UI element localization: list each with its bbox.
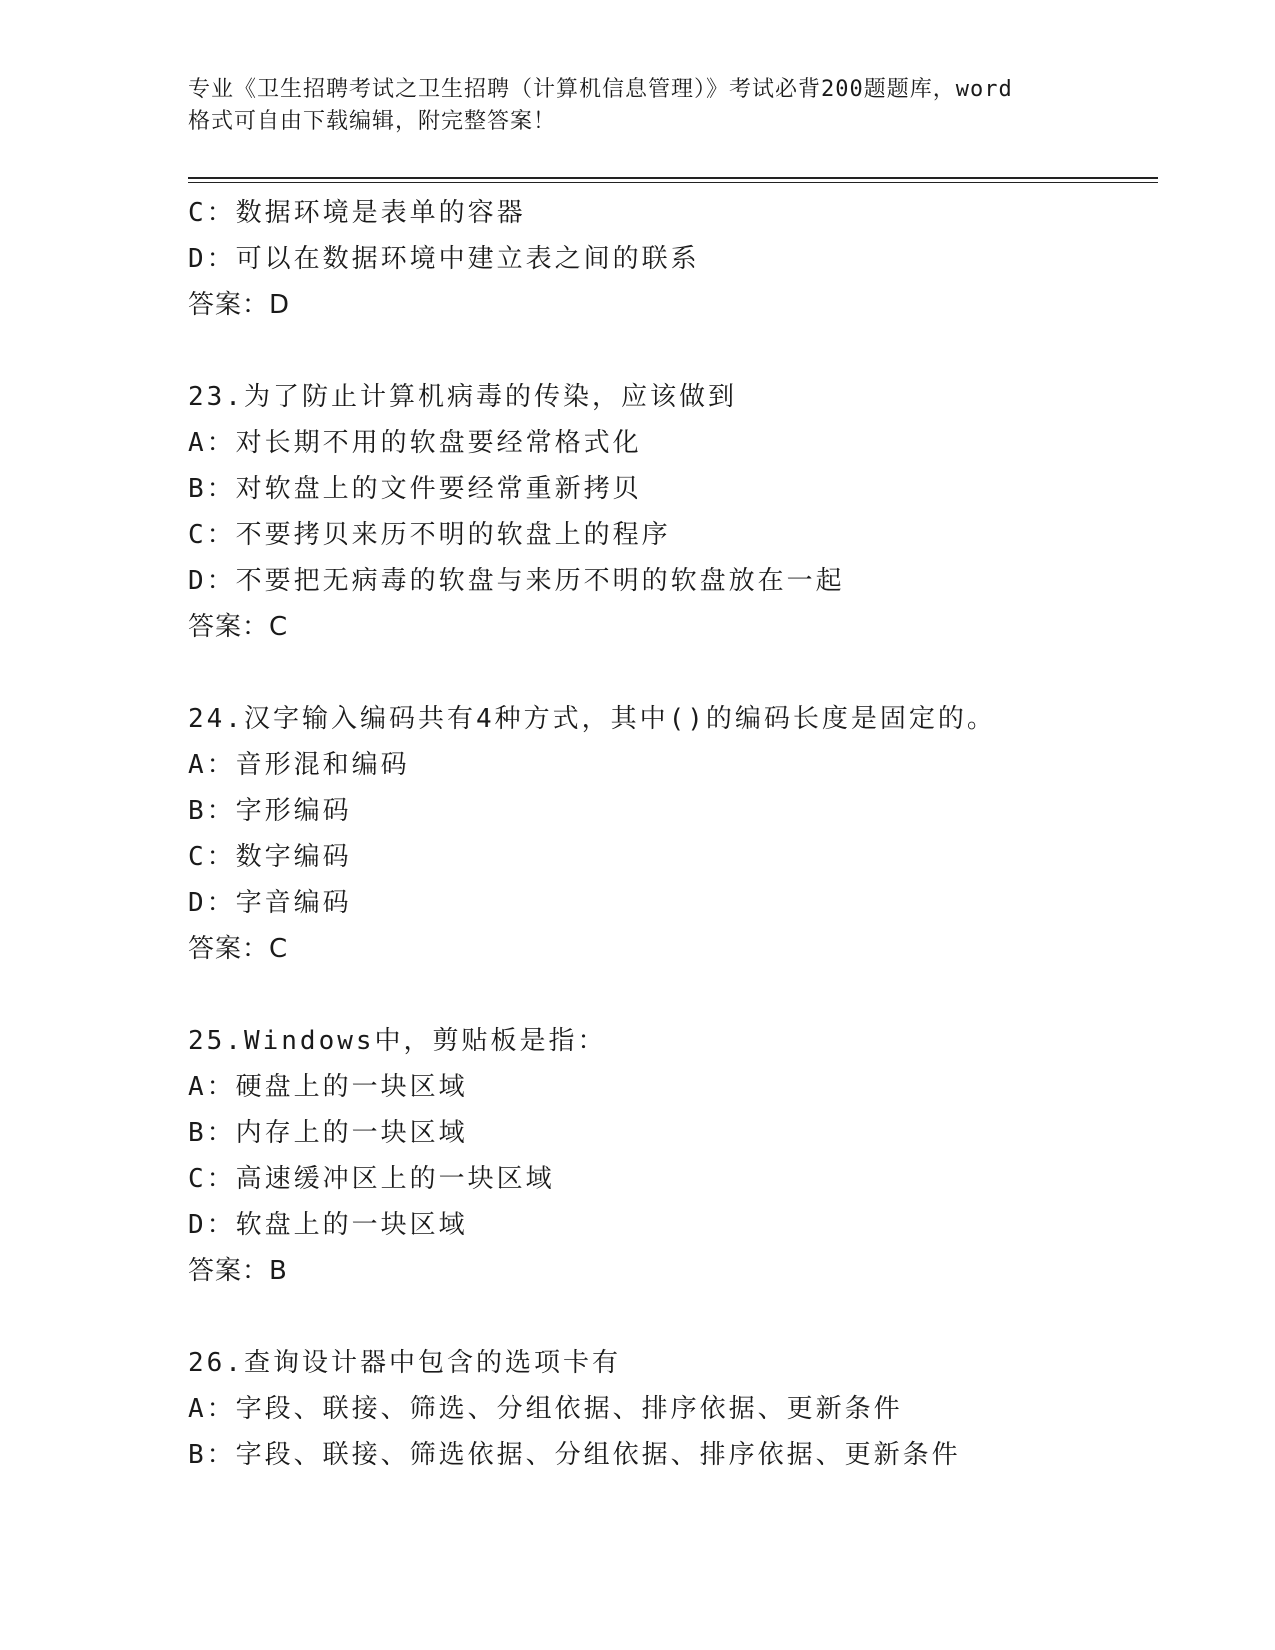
document-header [188,74,1088,138]
question-stem: 23.为了防止计算机病毒的传染，应该做到 [188,382,737,412]
question-list [188,190,1158,1478]
question-block-24 [188,696,1158,972]
question-stem: 26.查询设计器中包含的选项卡有 [188,1348,621,1378]
spacer [188,1294,1158,1340]
option-b: B：字形编码 [188,796,352,826]
option-d: D：可以在数据环境中建立表之间的联系 [188,244,700,274]
answer-line: 答案：C [188,934,289,964]
question-block-23 [188,374,1158,650]
question-stem: 25.Windows中，剪贴板是指： [188,1026,607,1056]
answer-line: 答案：D [188,290,291,320]
option-b: B：对软盘上的文件要经常重新拷贝 [188,474,642,504]
option-c: C：高速缓冲区上的一块区域 [188,1164,555,1194]
option-d: D：软盘上的一块区域 [188,1210,468,1240]
answer-line: 答案：C [188,612,289,642]
header-divider-top [188,177,1158,179]
header-title-line-1: 专业《卫生招聘考试之卫生招聘（计算机信息管理）》考试必背200题题库，word [188,77,1013,102]
header-divider-bottom [188,182,1158,183]
question-block-25 [188,1018,1158,1294]
option-a: A：硬盘上的一块区域 [188,1072,468,1102]
option-a: A：对长期不用的软盘要经常格式化 [188,428,642,458]
answer-line: 答案：B [188,1256,288,1286]
option-b: B：字段、联接、筛选依据、分组依据、排序依据、更新条件 [188,1440,961,1470]
option-c: C：数字编码 [188,842,352,872]
option-a: A：音形混和编码 [188,750,410,780]
spacer [188,328,1158,374]
option-c: C：数据环境是表单的容器 [188,198,526,228]
spacer [188,972,1158,1018]
option-c: C：不要拷贝来历不明的软盘上的程序 [188,520,671,550]
question-block-26 [188,1340,1158,1478]
spacer [188,650,1158,696]
option-d: D：字音编码 [188,888,352,918]
header-title-line-2: 格式可自由下载编辑，附完整答案！ [188,109,557,134]
option-d: D：不要把无病毒的软盘与来历不明的软盘放在一起 [188,566,845,596]
question-stem: 24.汉字输入编码共有4种方式，其中()的编码长度是固定的。 [188,704,996,734]
option-b: B：内存上的一块区域 [188,1118,468,1148]
option-a: A：字段、联接、筛选、分组依据、排序依据、更新条件 [188,1394,903,1424]
question-block-partial [188,190,1158,328]
